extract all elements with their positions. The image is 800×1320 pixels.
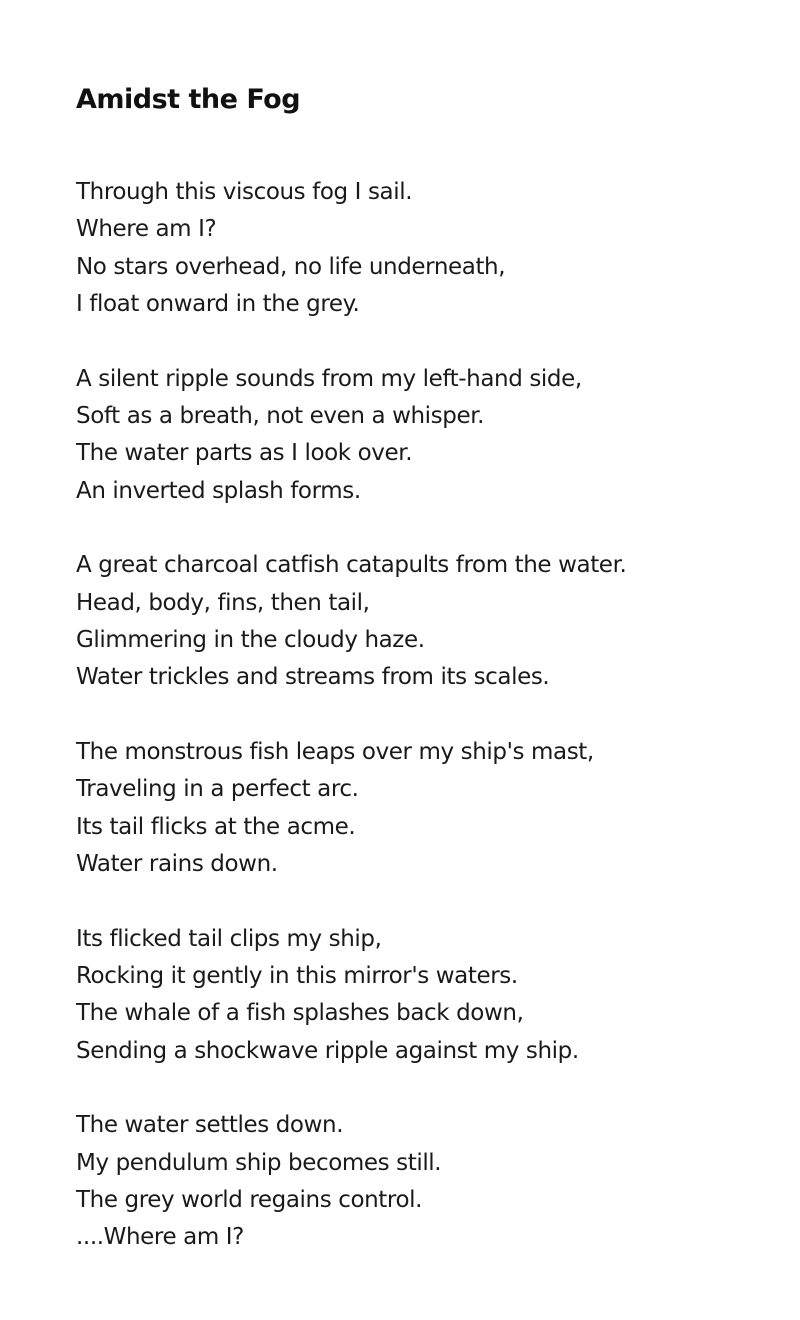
- poem-line: I float onward in the grey.: [76, 291, 360, 318]
- stanza-4: [76, 734, 776, 884]
- poem-title: Amidst the Fog: [76, 84, 301, 115]
- poem-line: Glimmering in the cloudy haze.: [76, 627, 425, 654]
- poem-line: My pendulum ship becomes still.: [76, 1149, 442, 1176]
- poem-line: A silent ripple sounds from my left-hand side,: [76, 365, 582, 392]
- stanza-2: [76, 361, 776, 511]
- stanza-6: [76, 1107, 776, 1257]
- poem-line: The water settles down.: [76, 1112, 344, 1139]
- stanza-5: [76, 921, 776, 1071]
- stanza-1: [76, 174, 776, 324]
- poem-line: Water trickles and streams from its scales.: [76, 664, 550, 691]
- poem-line: No stars overhead, no life underneath,: [76, 253, 506, 280]
- poem-page: [76, 82, 776, 1294]
- poem-line: Sending a shockwave ripple against my ship.: [76, 1037, 579, 1064]
- poem-line: Its flicked tail clips my ship,: [76, 925, 382, 952]
- poem-line: Water rains down.: [76, 851, 278, 878]
- poem-line: A great charcoal catfish catapults from the water.: [76, 552, 627, 579]
- poem-line: The grey world regains control.: [76, 1186, 423, 1213]
- poem-line: Through this viscous fog I sail.: [76, 179, 413, 205]
- poem-line: ....Where am I?: [76, 1224, 244, 1251]
- poem-line: Its tail flicks at the acme.: [76, 813, 356, 840]
- poem-line: Traveling in a perfect arc.: [76, 776, 359, 803]
- poem-line: An inverted splash forms.: [76, 477, 361, 504]
- poem-line: Rocking it gently in this mirror's waters.: [76, 962, 518, 989]
- poem-line: Where am I?: [76, 216, 217, 243]
- poem-line: The monstrous fish leaps over my ship's mast,: [76, 738, 594, 765]
- stanza-3: [76, 547, 776, 697]
- poem-line: The whale of a fish splashes back down,: [76, 1000, 524, 1027]
- poem-line: Soft as a breath, not even a whisper.: [76, 403, 485, 430]
- poem-line: Head, body, fins, then tail,: [76, 589, 370, 616]
- poem-line: The water parts as I look over.: [76, 440, 413, 467]
